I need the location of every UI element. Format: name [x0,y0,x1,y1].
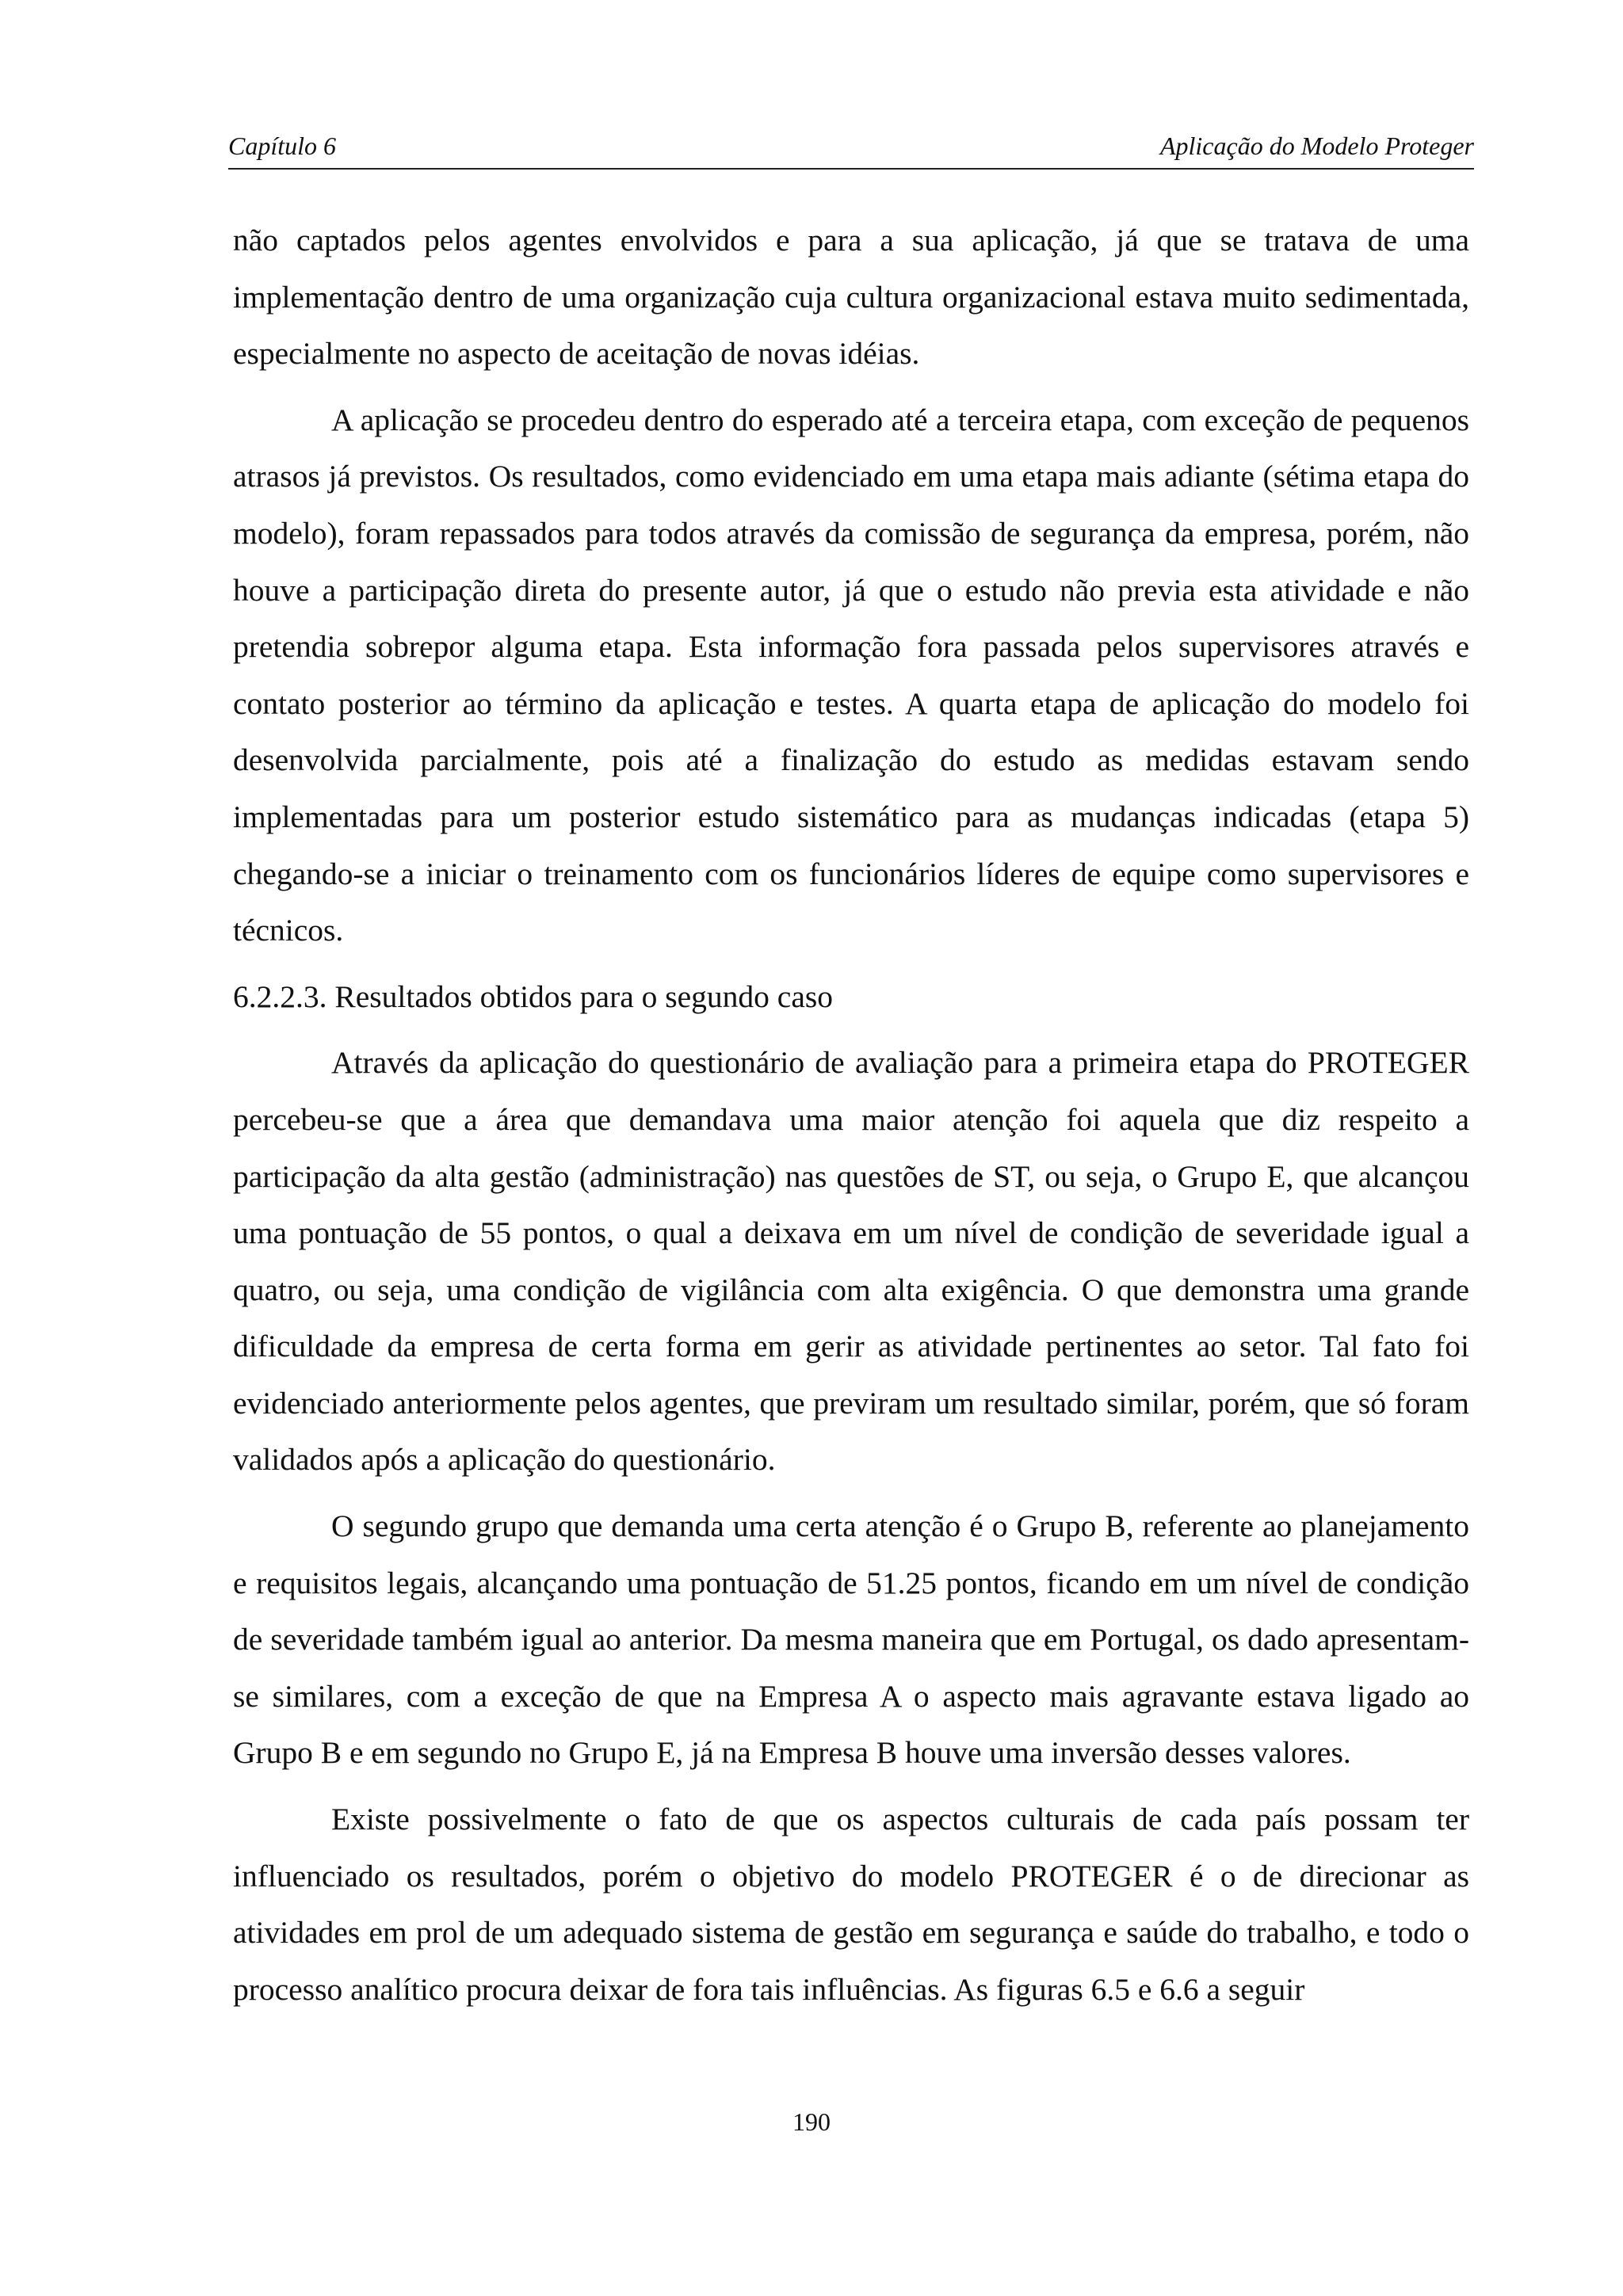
section-title: Aplicação do Modelo Proteger [1159,132,1474,160]
section-heading: 6.2.2.3. Resultados obtidos para o segundo caso [233,978,833,1014]
paragraph-group-e-results: Através da aplicação do questionário de avaliação para a primeira etapa do PROTEGER percebeu-se que a área que demandava uma maior atenção foi aquela que diz respeito a participação da alta gestão (administração) nas questões de ST, ou seja, o Grupo E, que alcançou uma pontuação de 55 pontos, o qual a deixava em um nível de condição de severidade igual a quatro, ou seja, uma condição de vigilância com alta exigência. O que demonstra uma grande dificuldade da empresa de certa forma em gerir as atividade pertinentes ao setor. Tal fato foi evidenciado anteriormente pelos agentes, que previram um resultado similar, porém, que só foram validados após a aplicação do questionário. [233,1045,1469,1478]
running-header [228,132,1474,170]
paragraph-group-b-results: O segundo grupo que demanda uma certa atenção é o Grupo B, referente ao planejamento e requisitos legais, alcançando uma pontuação de 51.25 pontos, ficando em um nível de condição de severidade também igual ao anterior. Da mesma maneira que em Portugal, os dado apresentam-se similares, com a exceção de que na Empresa A o aspecto mais agravante estava ligado ao Grupo B e em segundo no Grupo E, já na Empresa B houve uma inversão desses valores. [233,1508,1469,1771]
chapter-title: Capítulo 6 [228,132,337,160]
paragraph-continuation: não captados pelos agentes envolvidos e para a sua aplicação, já que se tratava de uma implementação dentro de uma organização cuja cultura organizacional estava muito sedimentada, especialmente no aspecto de aceitação de novas idéias. [233,223,1469,372]
body-text [233,212,1469,2027]
paragraph-cultural-aspects: Existe possivelmente o fato de que os aspectos culturais de cada país possam ter influenciado os resultados, porém o objetivo do modelo PROTEGER é o de direcionar as atividades em prol de um adequado sistema de gestão em segurança e saúde do trabalho, e todo o processo analítico procura deixar de fora tais influências. As figuras 6.5 e 6.6 a seguir [233,1802,1469,2007]
page-number: 190 [792,2107,831,2136]
paragraph-application-progress: A aplicação se procedeu dentro do esperado até a terceira etapa, com exceção de pequenos atrasos já previstos. Os resultados, como evidenciado em uma etapa mais adiante (sétima etapa do modelo), foram repassados para todos através da comissão de segurança da empresa, porém, não houve a participação direta do presente autor, já que o estudo não previa esta atividade e não pretendia sobrepor alguma etapa. Esta informação fora passada pelos supervisores através e contato posterior ao término da aplicação e testes. A quarta etapa de aplicação do modelo foi desenvolvida parcialmente, pois até a finalização do estudo as medidas estavam sendo implementadas para um posterior estudo sistemático para as mudanças indicadas (etapa 5) chegando-se a iniciar o treinamento com os funcionários líderes de equipe como supervisores e técnicos. [233,402,1469,948]
